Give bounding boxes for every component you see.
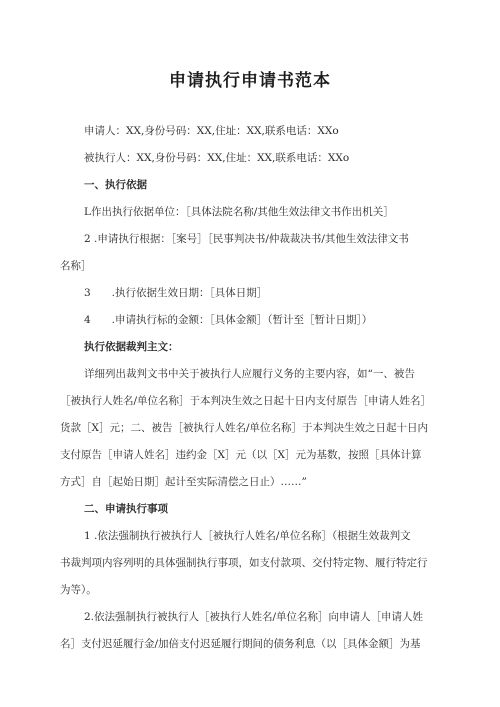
execution-basis-item-1: L作出执行依据单位：［具体法院名称/其他生效法律文书作出机关］ xyxy=(84,206,394,218)
section2-heading: 二、申请执行事项 xyxy=(84,503,168,515)
execution-basis-item-2-line-2: 名称］ xyxy=(60,260,92,272)
request-item-2-line-1: 2.依法强制执行被执行人［被执行人姓名/单位名称］向申请人［申请人姓 xyxy=(84,611,424,623)
execution-basis-item-4: 4 .申请执行标的金额：［具体金额］（暂计至［暂计日期］） xyxy=(84,314,373,326)
request-item-2-line-2: 名］支付迟延履行金/加倍支付迟延履行期间的债务利息（以［具体金额］为基 xyxy=(60,638,421,650)
request-item-1-line-3: 为等）。 xyxy=(60,584,97,596)
respondent-line: 被执行人：XX,身份号码：XX,住址：XX,联系电话：XXo xyxy=(84,152,350,164)
judgment-line-4: 支付原告［申请人姓名］违约金［X］元（以［X］元为基数，按照［具体计算 xyxy=(60,449,422,461)
judgment-heading: 执行依据裁判主文： xyxy=(84,341,179,353)
document-title: 申请执行申请书范本 xyxy=(169,71,331,91)
applicant-line: 申请人：XX,身份号码：XX,住址：XX,联系电话：XXo xyxy=(84,125,339,137)
execution-basis-item-3: 3 .执行依据生效日期：［具体日期］ xyxy=(84,287,268,299)
request-item-1-line-2: 书裁判项内容列明的具体强制执行事项，如支付款项、交付特定物、履行特定行 xyxy=(60,557,428,569)
execution-basis-item-2-line-1: 2 .申请执行根据：［案号］［民事判决书/仲裁裁决书/其他生效法律文书 xyxy=(84,233,409,245)
judgment-line-3: 货款［X］元；二、被告［被执行人姓名/单位名称］于本判决生效之日起十日内 xyxy=(60,422,429,434)
judgment-line-1: 详细列出裁判文书中关于被执行人应履行义务的主要内容，如“一、被告 xyxy=(84,368,415,380)
judgment-line-5: 方式］自［起始日期］起计至实际清偿之日止）……” xyxy=(60,476,307,488)
request-item-1-line-1: 1 .依法强制执行被执行人［被执行人姓名/单位名称］（根据生效裁判文 xyxy=(84,530,411,542)
section1-heading: 一、执行依据 xyxy=(84,179,147,191)
judgment-line-2: ［被执行人姓名/单位名称］于本判决生效之日起十日内支付原告［申请人姓名］ xyxy=(60,395,432,407)
